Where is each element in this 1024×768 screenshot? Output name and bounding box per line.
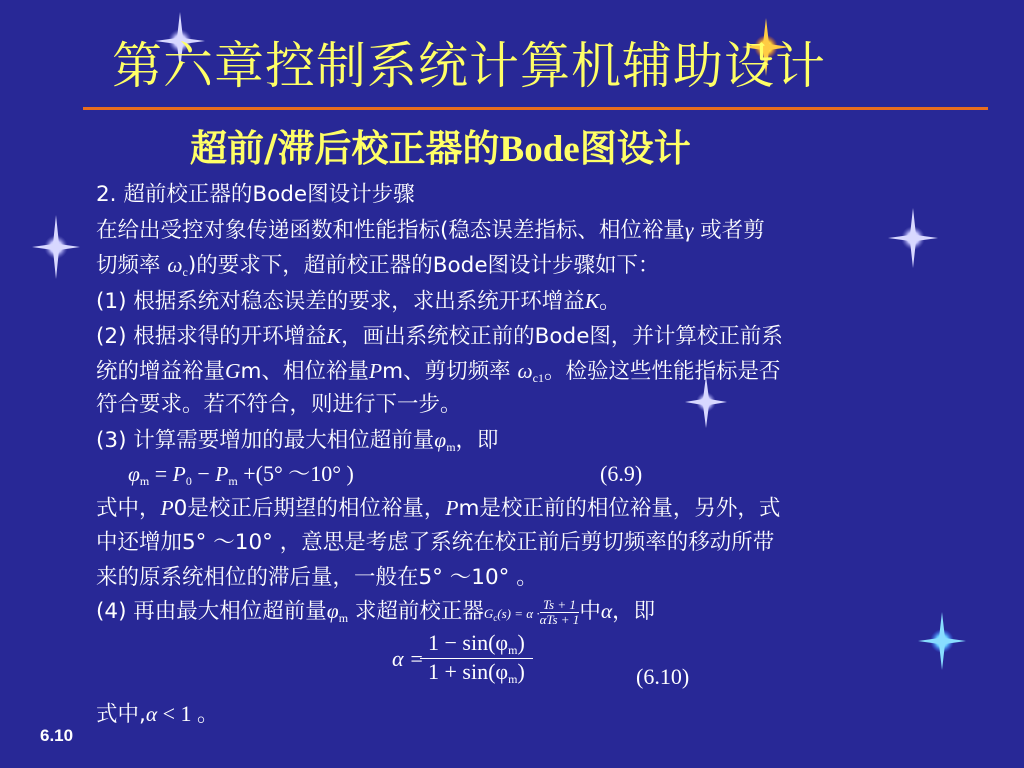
phi-symbol: φ xyxy=(128,462,140,486)
body-line-11 xyxy=(96,529,774,557)
body-line-15 xyxy=(96,700,219,729)
step-heading xyxy=(96,181,415,209)
text-run: m、相位裕量 xyxy=(240,359,369,384)
alpha-equals: α = xyxy=(392,646,424,671)
text-run: 中还增加5° ～10° ，意思是考虑了系统在校正前后剪切频率的移动所带 xyxy=(96,530,775,555)
denominator-text: 1 + sin(φ xyxy=(428,659,509,684)
alpha-symbol: α xyxy=(145,702,158,726)
omega-subscript: c xyxy=(182,265,188,279)
step-4 xyxy=(96,597,655,629)
gc-subscript: c xyxy=(493,613,498,623)
transfer-denominator: αTs + 1 xyxy=(539,611,580,627)
transfer-fraction xyxy=(540,598,580,627)
text-run: )的要求下，超前校正器的Bode图设计步骤如下： xyxy=(187,253,660,278)
text-run: m、剪切频率 xyxy=(382,359,511,384)
gain-symbol: K xyxy=(584,289,600,313)
transfer-lhs: (s) = α · xyxy=(497,606,540,621)
omega-subscript: c1 xyxy=(532,371,544,385)
numerator-end: ) xyxy=(517,630,525,655)
text-run: 中 xyxy=(579,599,601,624)
text-run: m是校正前的相位裕量，另外，式 xyxy=(458,496,781,521)
sparkle-star-icon xyxy=(32,215,80,279)
subtitle-text-a: 超前/滞后校正器的 xyxy=(190,127,500,170)
equation-rest: +(5° ～10° ) xyxy=(237,461,354,486)
page-number: 6.10 xyxy=(40,726,74,745)
gamma-symbol: γ xyxy=(684,218,694,242)
gc-symbol: G xyxy=(483,606,494,621)
text-run: (4) 再由最大相位超前量 xyxy=(96,599,327,624)
pm-symbol: P xyxy=(369,359,383,383)
fraction-numerator xyxy=(420,630,533,659)
equation-6-9 xyxy=(128,460,354,491)
denominator-end: ) xyxy=(517,659,525,684)
text-run: 0是校正后期望的相位裕量， xyxy=(173,496,446,521)
text-run: 求超前校正器 xyxy=(348,599,484,624)
text-run: 式中, xyxy=(96,702,146,727)
minus-sign: − xyxy=(191,461,216,486)
subtitle-text-b: 图设计 xyxy=(579,127,691,170)
text-run: 式中， xyxy=(96,496,161,521)
subtitle-bode: Bode xyxy=(499,129,580,170)
phi-subscript: m xyxy=(338,611,349,625)
body-line-3 xyxy=(96,251,660,282)
sparkle-star-icon xyxy=(918,612,966,670)
text-run: 。 xyxy=(599,289,621,314)
slide-subtitle xyxy=(190,118,830,172)
text-run: ，即 xyxy=(612,599,656,624)
text-run: 。检验这些性能指标是否 xyxy=(543,359,781,384)
text-run: ，画出系统校正前的Bode图，并计算校正前系 xyxy=(341,324,783,349)
fraction-denominator xyxy=(420,659,533,685)
body-line-12 xyxy=(96,564,538,592)
text-run: 来的原系统相位的滞后量，一般在5° ～10° 。 xyxy=(96,565,538,590)
equals-sign: = xyxy=(149,461,173,486)
p0-symbol: P xyxy=(172,462,186,486)
transfer-numerator: Ts + 1 xyxy=(540,598,580,613)
pm-symbol: P xyxy=(215,462,229,486)
slide-title: 第六章控制系统计算机辅助设计 xyxy=(112,37,826,95)
phi-subscript: m xyxy=(508,672,518,686)
text-run: 符合要求。若不符合，则进行下一步。 xyxy=(96,392,462,417)
text-run: ，即 xyxy=(455,428,499,453)
alpha-symbol: α xyxy=(600,599,613,623)
text-run: (1) 根据系统对稳态误差的要求，求出系统开环增益 xyxy=(96,289,585,314)
body-line-10 xyxy=(96,494,780,523)
step-1 xyxy=(96,287,621,316)
text-run: 切频率 xyxy=(96,253,161,278)
p0-symbol: P xyxy=(160,496,174,520)
text-run: (2) 根据求得的开环增益 xyxy=(96,324,327,349)
p0-subscript: 0 xyxy=(185,474,192,488)
text-run: 在给出受控对象传递函数和性能指标(稳态误差指标、相位裕量 xyxy=(96,218,685,243)
step-3 xyxy=(96,426,499,457)
phi-subscript: m xyxy=(139,474,150,488)
text-run: 统的增益裕量 xyxy=(96,359,226,384)
equation-number: (6.10) xyxy=(636,664,690,689)
body-line-2 xyxy=(96,216,765,245)
phi-subscript: m xyxy=(446,440,456,454)
body-line-6 xyxy=(96,357,780,388)
pm-subscript: m xyxy=(228,474,238,488)
omega-symbol: ω xyxy=(517,359,533,383)
body-line-7 xyxy=(96,391,462,419)
numerator-text: 1 − sin(φ xyxy=(428,630,509,655)
step-2 xyxy=(96,322,783,351)
text-run: < 1 。 xyxy=(157,701,220,726)
equation-6-10-fraction xyxy=(420,630,533,685)
phi-subscript: m xyxy=(508,643,518,657)
phi-symbol: φ xyxy=(434,428,447,452)
equation-number-text: (6.9) xyxy=(600,461,643,486)
gm-symbol: G xyxy=(225,359,241,383)
text-run: (3) 计算需要增加的最大相位超前量 xyxy=(96,428,435,453)
gain-symbol: K xyxy=(326,324,342,348)
step-heading-text: 2. 超前校正器的Bode图设计步骤 xyxy=(96,182,415,207)
phi-symbol: φ xyxy=(326,599,339,623)
pm-symbol: P xyxy=(445,496,459,520)
text-run: 或者剪 xyxy=(693,218,765,243)
omega-symbol: ω xyxy=(167,253,183,277)
sparkle-star-icon xyxy=(888,208,938,268)
title-divider xyxy=(83,107,988,110)
equation-number xyxy=(600,460,642,489)
